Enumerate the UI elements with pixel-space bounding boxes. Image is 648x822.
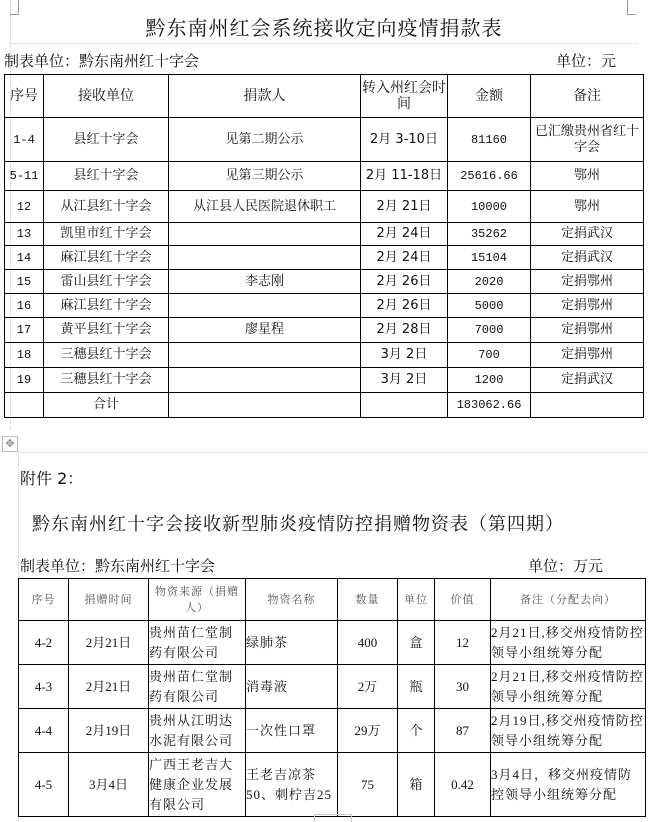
cell-amount: 35262 xyxy=(448,223,531,246)
cell-amount: 7000 xyxy=(448,318,531,343)
cell-source: 贵州从江明达水泥有限公司 xyxy=(149,709,246,753)
table-row xyxy=(5,162,644,191)
cell-qty: 2万 xyxy=(338,665,398,709)
table-row xyxy=(19,621,646,665)
cell-source: 贵州苗仁堂制药有限公司 xyxy=(149,665,246,709)
table2-unit-label: 单位：万元 xyxy=(528,557,604,575)
header-source: 物资来源（捐赠人） xyxy=(149,579,246,621)
cell-date: 2月 3-10日 xyxy=(361,118,448,162)
cell-note: 2月19日,移交州疫情防控领导小组统筹分配 xyxy=(491,709,646,753)
cell-no: 5-11 xyxy=(5,162,44,191)
donation-table xyxy=(4,74,644,418)
cell-donor xyxy=(169,294,361,318)
cell-empty xyxy=(169,393,361,418)
cell-unit: 盒 xyxy=(398,621,435,665)
cell-amount: 15104 xyxy=(448,246,531,270)
cell-source: 贵州苗仁堂制药有限公司 xyxy=(149,621,246,665)
cell-note: 定捐武汉 xyxy=(531,223,644,246)
cell-receiver: 三穗县红十字会 xyxy=(44,343,169,368)
cell-empty xyxy=(531,393,644,418)
table-row xyxy=(5,118,644,162)
cell-date: 2月 24日 xyxy=(361,246,448,270)
margin-guide xyxy=(10,43,638,44)
cell-value: 0.42 xyxy=(435,753,491,817)
cell-note: 定捐鄂州 xyxy=(531,270,644,294)
cell-amount: 2020 xyxy=(448,270,531,294)
table-total-row xyxy=(5,393,644,418)
cell-no: 17 xyxy=(5,318,44,343)
cell-qty: 75 xyxy=(338,753,398,817)
table-header-row xyxy=(19,579,646,621)
cell-no: 12 xyxy=(5,191,44,223)
table1-unit-label: 单位：元 xyxy=(556,52,617,70)
cell-value: 12 xyxy=(435,621,491,665)
margin-guide xyxy=(18,452,648,453)
cell-date: 2月21日 xyxy=(69,665,149,709)
cell-empty xyxy=(361,393,448,418)
cell-receiver: 从江县红十字会 xyxy=(44,191,169,223)
cell-receiver: 县红十字会 xyxy=(44,162,169,191)
cell-amount: 10000 xyxy=(448,191,531,223)
header-amount: 金额 xyxy=(448,75,531,118)
cell-no: 16 xyxy=(5,294,44,318)
annex-label: 附件 2： xyxy=(20,469,84,488)
table-row xyxy=(5,343,644,368)
cell-amount: 1200 xyxy=(448,368,531,393)
cell-note: 定捐鄂州 xyxy=(531,294,644,318)
header-unit: 单位 xyxy=(398,579,435,621)
cell-date: 3月 2日 xyxy=(361,343,448,368)
cell-qty: 29万 xyxy=(338,709,398,753)
cell-no: 15 xyxy=(5,270,44,294)
cell-date: 3月 2日 xyxy=(361,368,448,393)
cell-no: 4-3 xyxy=(19,665,69,709)
section-title: 黔东南州红十字会接收新型肺炎疫情防控捐赠物资表（第四期） xyxy=(32,514,564,535)
cell-note: 3月4日，移交州疫情防控领导小组统筹分配 xyxy=(491,753,646,817)
cell-donor: 见第三期公示 xyxy=(169,162,361,191)
total-label: 合计 xyxy=(44,393,169,418)
total-amount: 183062.66 xyxy=(448,393,531,418)
cell-item: 绿肺茶 xyxy=(246,621,338,665)
table-row xyxy=(5,368,644,393)
table-row xyxy=(5,294,644,318)
cell-source: 广西王老吉大健康企业发展有限公司 xyxy=(149,753,246,817)
table-row xyxy=(5,246,644,270)
table-row xyxy=(5,191,644,223)
cell-item: 一次性口罩 xyxy=(246,709,338,753)
cell-note: 已汇缴贵州省红十字会 xyxy=(531,118,644,162)
cell-amount: 25616.66 xyxy=(448,162,531,191)
cell-receiver: 三穗县红十字会 xyxy=(44,368,169,393)
cell-no: 13 xyxy=(5,223,44,246)
cell-donor xyxy=(169,368,361,393)
cell-donor: 见第二期公示 xyxy=(169,118,361,162)
document-title: 黔东南州红会系统接收定向疫情捐款表 xyxy=(145,16,503,40)
cell-note: 定捐武汉 xyxy=(531,246,644,270)
cell-note: 鄂州 xyxy=(531,191,644,223)
cell-no: 4-2 xyxy=(19,621,69,665)
cell-item: 王老吉凉茶50、刺柠吉25 xyxy=(246,753,338,817)
header-note: 备注（分配去向） xyxy=(491,579,646,621)
cell-note: 定捐鄂州 xyxy=(531,343,644,368)
cell-unit: 箱 xyxy=(398,753,435,817)
cell-note: 定捐武汉 xyxy=(531,368,644,393)
cell-receiver: 县红十字会 xyxy=(44,118,169,162)
table2-org-label: 制表单位：黔东南州红十字会 xyxy=(20,557,216,575)
table-header-row xyxy=(5,75,644,118)
cell-receiver: 麻江县红十字会 xyxy=(44,294,169,318)
cell-donor: 从江县人民医院退休职工 xyxy=(169,191,361,223)
cell-qty: 400 xyxy=(338,621,398,665)
cell-no: 18 xyxy=(5,343,44,368)
table-row xyxy=(5,318,644,343)
cell-no: 4-4 xyxy=(19,709,69,753)
header-note: 备注 xyxy=(531,75,644,118)
cell-no: 1-4 xyxy=(5,118,44,162)
cell-donor xyxy=(169,223,361,246)
cell-date: 2月21日 xyxy=(69,621,149,665)
cell-receiver: 凯里市红十字会 xyxy=(44,223,169,246)
header-no: 序号 xyxy=(5,75,44,118)
cell-receiver: 麻江县红十字会 xyxy=(44,246,169,270)
supplies-table xyxy=(18,578,646,817)
cell-date: 2月 24日 xyxy=(361,223,448,246)
cell-donor xyxy=(169,246,361,270)
move-icon[interactable]: ✥ xyxy=(2,436,18,452)
cell-no: 19 xyxy=(5,368,44,393)
table-row xyxy=(19,753,646,817)
cell-amount: 81160 xyxy=(448,118,531,162)
cell-date: 2月 11-18日 xyxy=(361,162,448,191)
header-value: 价值 xyxy=(435,579,491,621)
header-date: 捐赠时间 xyxy=(69,579,149,621)
cell-date: 2月 21日 xyxy=(361,191,448,223)
table-row xyxy=(19,665,646,709)
cell-note: 2月21日,移交州疫情防控领导小组统筹分配 xyxy=(491,665,646,709)
table-row xyxy=(5,270,644,294)
cell-receiver: 雷山县红十字会 xyxy=(44,270,169,294)
cell-amount: 700 xyxy=(448,343,531,368)
cell-date: 2月19日 xyxy=(69,709,149,753)
cell-date: 2月 26日 xyxy=(361,294,448,318)
cell-date: 3月4日 xyxy=(69,753,149,817)
cell-receiver: 黄平县红十字会 xyxy=(44,318,169,343)
cell-item: 消毒液 xyxy=(246,665,338,709)
table-row xyxy=(5,223,644,246)
table-row xyxy=(19,709,646,753)
cell-no: 4-5 xyxy=(19,753,69,817)
cell-note: 2月21日,移交州疫情防控领导小组统筹分配 xyxy=(491,621,646,665)
cell-no: 14 xyxy=(5,246,44,270)
cell-donor: 李志刚 xyxy=(169,270,361,294)
cell-value: 30 xyxy=(435,665,491,709)
cell-donor xyxy=(169,343,361,368)
header-donor: 捐款人 xyxy=(169,75,361,118)
cell-unit: 个 xyxy=(398,709,435,753)
header-receiver: 接收单位 xyxy=(44,75,169,118)
cell-empty xyxy=(5,393,44,418)
cell-value: 87 xyxy=(435,709,491,753)
cell-donor: 廖星程 xyxy=(169,318,361,343)
header-qty: 数量 xyxy=(338,579,398,621)
header-date: 转入州红会时间 xyxy=(361,75,448,118)
cell-date: 2月 26日 xyxy=(361,270,448,294)
cell-note: 鄂州 xyxy=(531,162,644,191)
header-item: 物资名称 xyxy=(246,579,338,621)
cell-note: 定捐鄂州 xyxy=(531,318,644,343)
header-no: 序号 xyxy=(19,579,69,621)
cell-amount: 5000 xyxy=(448,294,531,318)
cell-date: 2月 28日 xyxy=(361,318,448,343)
cell-unit: 瓶 xyxy=(398,665,435,709)
table1-org-label: 制表单位：黔东南州红十字会 xyxy=(4,52,200,70)
